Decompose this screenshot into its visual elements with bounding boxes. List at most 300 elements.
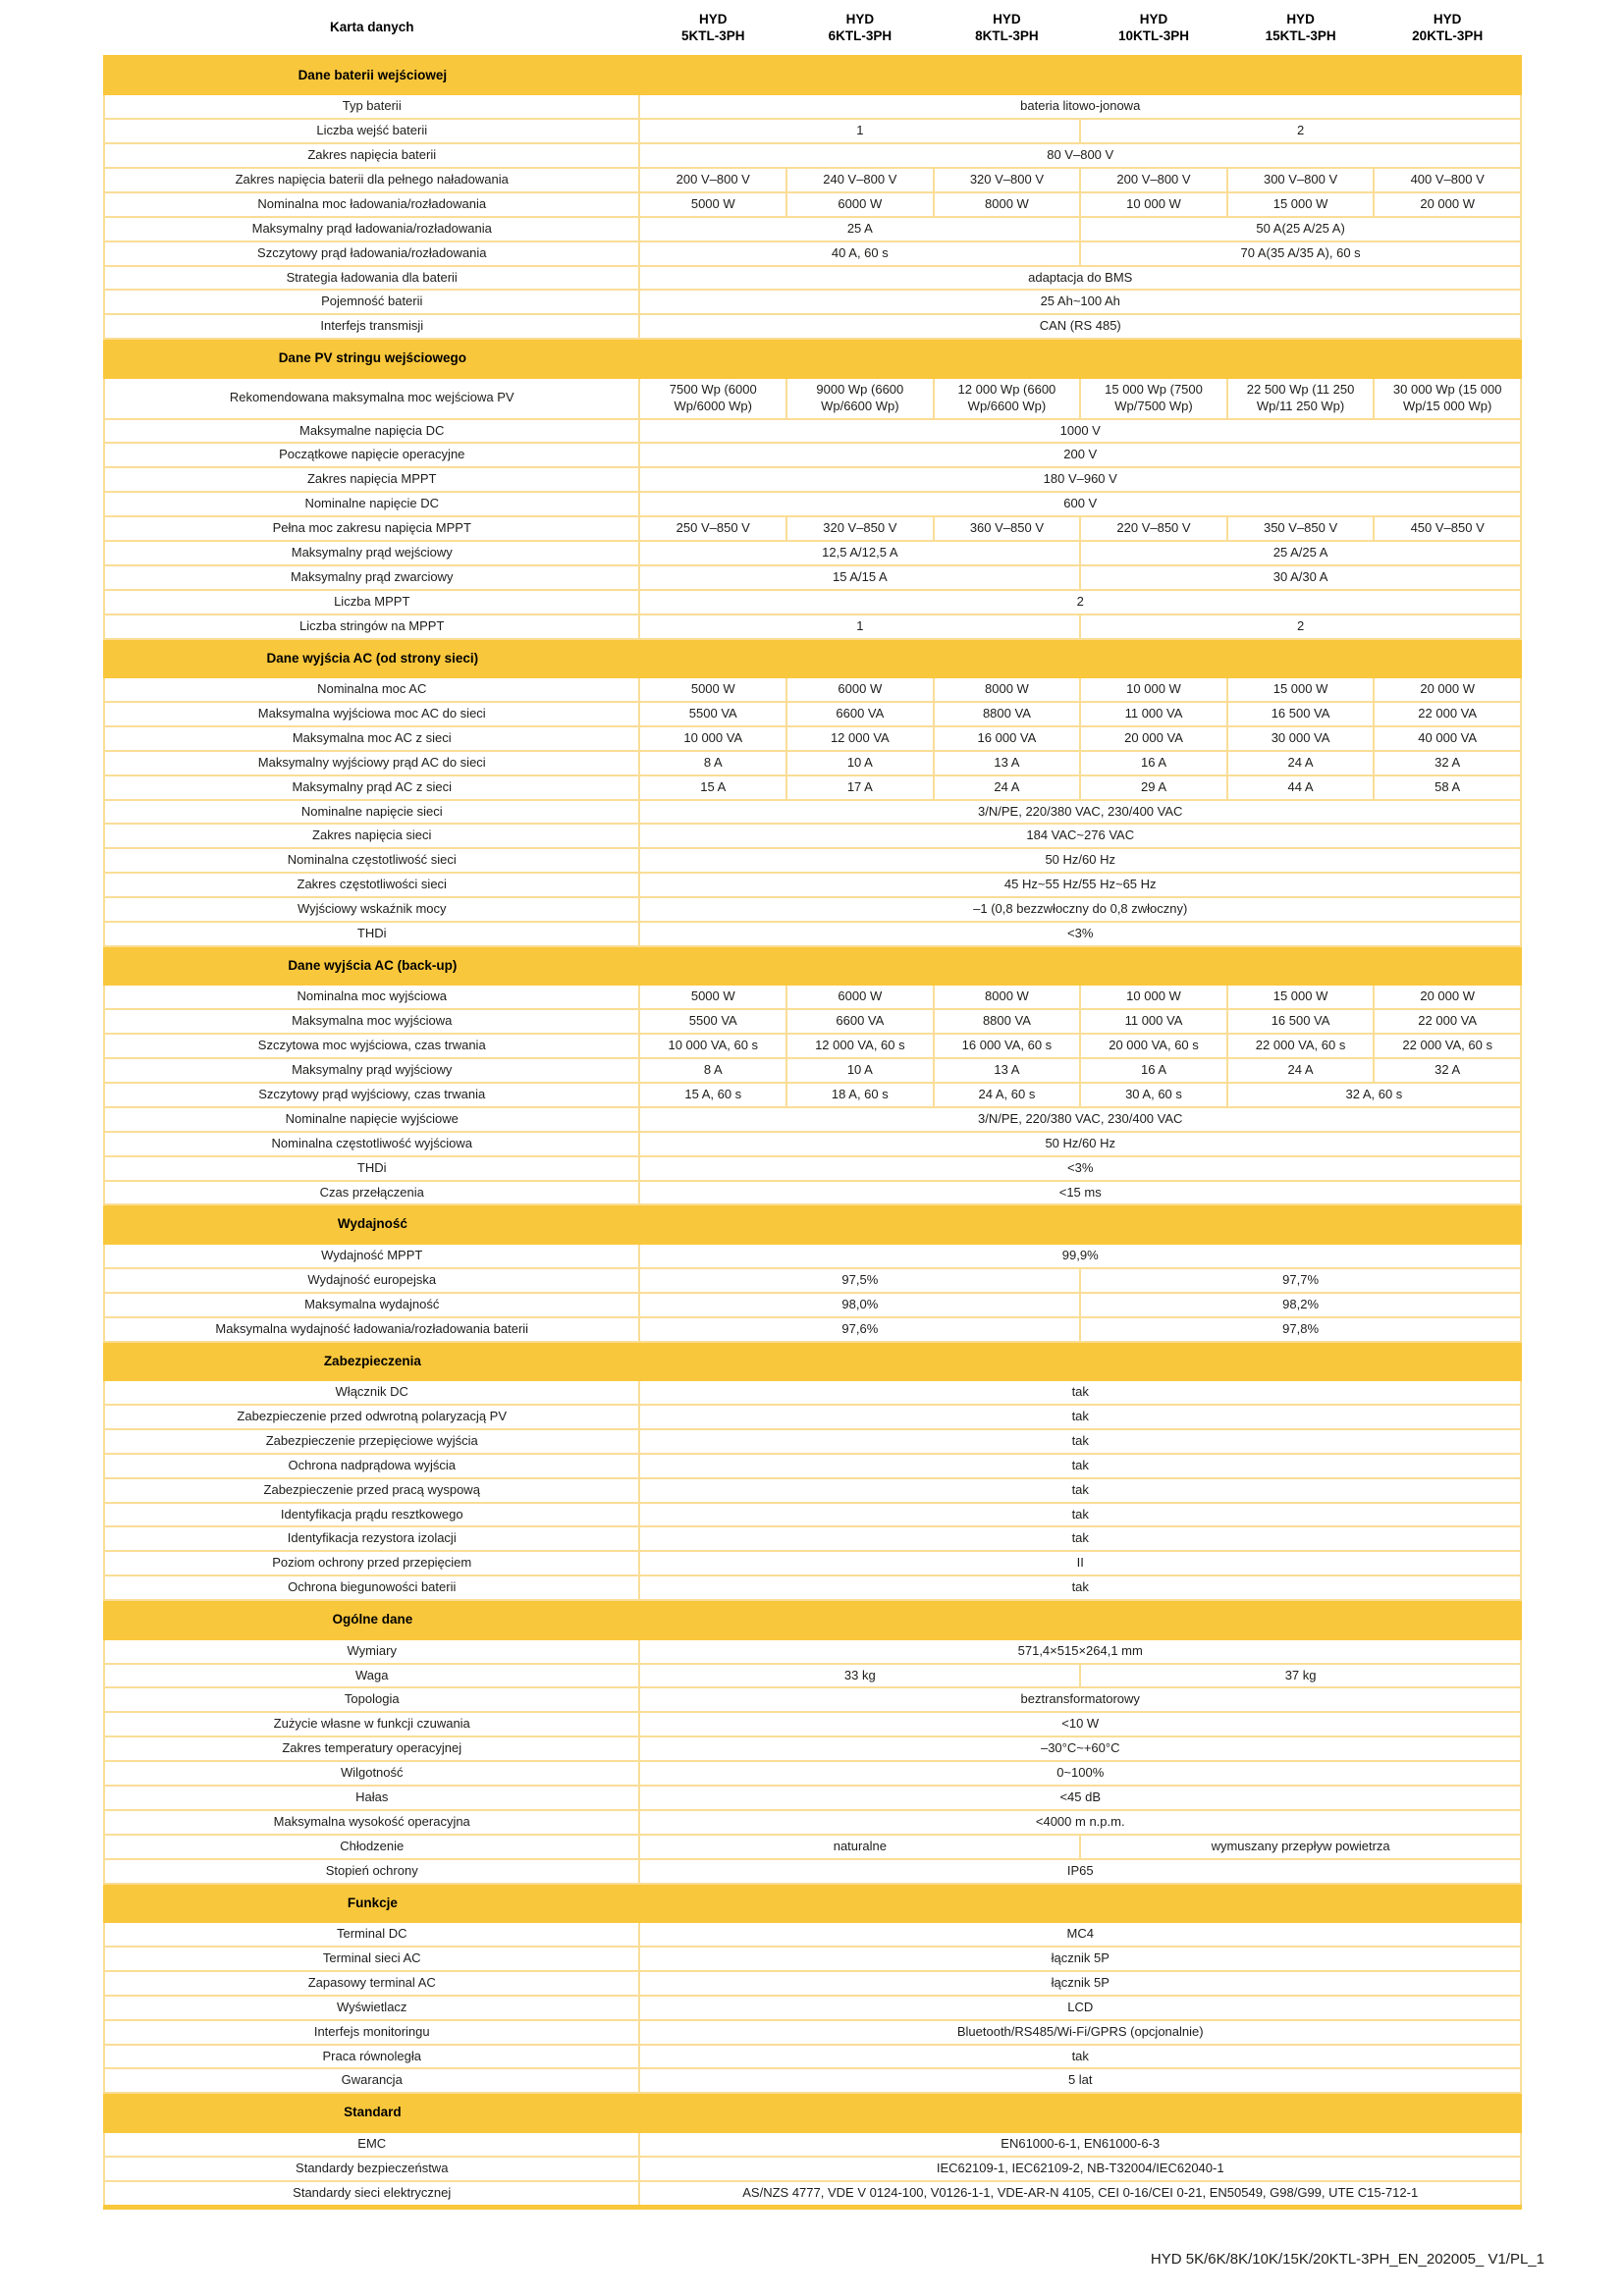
row-label: Standardy bezpieczeństwa <box>104 2157 639 2181</box>
table-row <box>104 1736 1521 1761</box>
value-cell: tak <box>639 1503 1521 1527</box>
value-cell: 5 lat <box>639 2068 1521 2093</box>
value-cell: MC4 <box>639 1922 1521 1947</box>
value-cell: 12 000 VA, 60 s <box>786 1034 934 1058</box>
table-row <box>104 897 1521 922</box>
row-label: Zakres temperatury operacyjnej <box>104 1736 639 1761</box>
table-row <box>104 314 1521 339</box>
table-row <box>104 1478 1521 1503</box>
table-row <box>104 443 1521 467</box>
value-cell: 40 A, 60 s <box>639 241 1080 266</box>
row-label: Praca równoległa <box>104 2045 639 2069</box>
row-label: Topologia <box>104 1687 639 1712</box>
row-label: Nominalne napięcie sieci <box>104 800 639 825</box>
value-cell: 24 A <box>1227 1058 1375 1083</box>
value-cell: 3/N/PE, 220/380 VAC, 230/400 VAC <box>639 800 1521 825</box>
spec-table-body <box>104 56 1521 2207</box>
value-cell: 300 V–800 V <box>1227 168 1375 192</box>
table-row <box>104 2181 1521 2207</box>
spec-table-head <box>104 6 1521 56</box>
value-cell: <3% <box>639 922 1521 946</box>
value-cell: 16 500 VA <box>1227 702 1375 726</box>
row-label: Standardy sieci elektrycznej <box>104 2181 639 2207</box>
value-cell: 8800 VA <box>934 702 1081 726</box>
row-label: Pojemność baterii <box>104 290 639 314</box>
row-label: Nominalna moc ładowania/rozładowania <box>104 192 639 217</box>
section-header-cell <box>104 946 1521 986</box>
row-label: Zabezpieczenie przed odwrotną polaryzacją PV <box>104 1405 639 1429</box>
section-title: Dane baterii wejściowej <box>298 67 448 82</box>
row-label: Maksymalny prąd AC z sieci <box>104 775 639 800</box>
value-cell: 16 500 VA <box>1227 1009 1375 1034</box>
value-cell: 6600 VA <box>786 702 934 726</box>
row-label: Zabezpieczenie przepięciowe wyjścia <box>104 1429 639 1454</box>
row-label: Waga <box>104 1664 639 1688</box>
table-row <box>104 290 1521 314</box>
value-cell: 29 A <box>1080 775 1227 800</box>
row-label: Wilgotność <box>104 1761 639 1786</box>
row-label: Liczba stringów na MPPT <box>104 614 639 639</box>
value-cell: 50 Hz/60 Hz <box>639 848 1521 873</box>
row-label: Maksymalna moc wyjściowa <box>104 1009 639 1034</box>
row-label: THDi <box>104 1156 639 1181</box>
value-cell: 97,7% <box>1080 1268 1521 1293</box>
value-cell: <4000 m n.p.m. <box>639 1810 1521 1835</box>
value-cell: 400 V–800 V <box>1374 168 1521 192</box>
row-label: Ochrona nadprądowa wyjścia <box>104 1454 639 1478</box>
row-label: Identyfikacja prądu resztkowego <box>104 1503 639 1527</box>
value-cell: 2 <box>1080 614 1521 639</box>
table-row <box>104 985 1521 1009</box>
value-cell: tak <box>639 1478 1521 1503</box>
value-cell: 6000 W <box>786 192 934 217</box>
table-row <box>104 775 1521 800</box>
value-cell: 32 A <box>1374 751 1521 775</box>
model-name: 6KTL-3PH <box>828 27 893 43</box>
table-row <box>104 241 1521 266</box>
table-row <box>104 1761 1521 1786</box>
value-cell: 30 000 Wp (15 000 Wp/15 000 Wp) <box>1374 378 1521 419</box>
table-row <box>104 1244 1521 1268</box>
table-row <box>104 1810 1521 1835</box>
row-label: Zakres napięcia sieci <box>104 824 639 848</box>
value-cell: 5000 W <box>639 192 786 217</box>
section-header-row <box>104 339 1521 378</box>
model-name: 5KTL-3PH <box>681 27 745 43</box>
section-header-row <box>104 1600 1521 1639</box>
value-cell: 22 500 Wp (11 250 Wp/11 250 Wp) <box>1227 378 1375 419</box>
value-cell: 25 Ah~100 Ah <box>639 290 1521 314</box>
table-row <box>104 1429 1521 1454</box>
table-row <box>104 1156 1521 1181</box>
row-label: Maksymalna wydajność <box>104 1293 639 1317</box>
row-label: Nominalna moc wyjściowa <box>104 985 639 1009</box>
table-row <box>104 266 1521 291</box>
value-cell: 1 <box>639 119 1080 143</box>
table-row <box>104 192 1521 217</box>
row-label: Wydajność MPPT <box>104 1244 639 1268</box>
section-title: Funkcje <box>347 1895 398 1910</box>
row-label: Liczba MPPT <box>104 590 639 614</box>
value-cell: 5000 W <box>639 985 786 1009</box>
value-cell: 5500 VA <box>639 702 786 726</box>
value-cell: 16 000 VA <box>934 726 1081 751</box>
table-row <box>104 1664 1521 1688</box>
section-title: Dane wyjścia AC (back-up) <box>288 957 458 973</box>
row-label: Szczytowa moc wyjściowa, czas trwania <box>104 1034 639 1058</box>
value-cell: 32 A <box>1374 1058 1521 1083</box>
table-row <box>104 1132 1521 1156</box>
section-title: Standard <box>344 2105 402 2120</box>
table-row <box>104 1503 1521 1527</box>
model-series: HYD <box>1139 12 1168 27</box>
value-cell: 571,4×515×264,1 mm <box>639 1639 1521 1664</box>
value-cell: 9000 Wp (6600 Wp/6600 Wp) <box>786 378 934 419</box>
value-cell: AS/NZS 4777, VDE V 0124-100, V0126-1-1, VDE-AR-N 4105, CEI 0-16/CEI 0-21, EN50549, G98/G99, UTE C15-712-1 <box>639 2181 1521 2207</box>
model-series: HYD <box>993 12 1021 27</box>
row-label: Rekomendowana maksymalna moc wejściowa PV <box>104 378 639 419</box>
value-cell: –1 (0,8 bezzwłoczny do 0,8 zwłoczny) <box>639 897 1521 922</box>
value-cell: 30 A, 60 s <box>1080 1083 1227 1107</box>
row-label: Zapasowy terminal AC <box>104 1971 639 1996</box>
section-header-cell <box>104 56 1521 95</box>
value-cell: 30 000 VA <box>1227 726 1375 751</box>
section-header-cell <box>104 639 1521 678</box>
table-row <box>104 1687 1521 1712</box>
value-cell: 20 000 W <box>1374 985 1521 1009</box>
value-cell: Bluetooth/RS485/Wi-Fi/GPRS (opcjonalnie) <box>639 2020 1521 2045</box>
section-header-row <box>104 1342 1521 1381</box>
value-cell: beztransformatorowy <box>639 1687 1521 1712</box>
value-cell: 10 A <box>786 751 934 775</box>
row-label: Zabezpieczenie przed pracą wyspową <box>104 1478 639 1503</box>
row-label: Wyjściowy wskaźnik mocy <box>104 897 639 922</box>
table-row <box>104 217 1521 241</box>
column-header-row <box>104 6 1521 56</box>
model-column-header <box>786 6 934 56</box>
value-cell: EN61000-6-1, EN61000-6-3 <box>639 2132 1521 2157</box>
row-label: THDi <box>104 922 639 946</box>
datasheet-title: Karta danych <box>104 6 639 56</box>
value-cell: 13 A <box>934 1058 1081 1083</box>
value-cell: 97,8% <box>1080 1317 1521 1342</box>
section-title: Zabezpieczenia <box>323 1353 421 1368</box>
model-series: HYD <box>699 12 728 27</box>
row-label: Wydajność europejska <box>104 1268 639 1293</box>
row-label: Poziom ochrony przed przepięciem <box>104 1551 639 1575</box>
table-row <box>104 541 1521 565</box>
table-row <box>104 677 1521 702</box>
model-series: HYD <box>845 12 875 27</box>
table-row <box>104 2020 1521 2045</box>
table-row <box>104 848 1521 873</box>
model-column-header <box>1080 6 1227 56</box>
value-cell: tak <box>639 1380 1521 1405</box>
row-label: Czas przełączenia <box>104 1181 639 1205</box>
table-row <box>104 1971 1521 1996</box>
value-cell: 12,5 A/12,5 A <box>639 541 1080 565</box>
table-row <box>104 1380 1521 1405</box>
value-cell: tak <box>639 1405 1521 1429</box>
table-row <box>104 1009 1521 1034</box>
value-cell: 15 A, 60 s <box>639 1083 786 1107</box>
value-cell: 350 V–850 V <box>1227 516 1375 541</box>
row-label: Szczytowy prąd wyjściowy, czas trwania <box>104 1083 639 1107</box>
row-label: Zakres napięcia baterii <box>104 143 639 168</box>
value-cell: 240 V–800 V <box>786 168 934 192</box>
value-cell: 13 A <box>934 751 1081 775</box>
spec-table <box>103 6 1522 2210</box>
model-column-header <box>1374 6 1521 56</box>
value-cell: 24 A, 60 s <box>934 1083 1081 1107</box>
value-cell: 22 000 VA <box>1374 702 1521 726</box>
row-label: Identyfikacja rezystora izolacji <box>104 1526 639 1551</box>
value-cell: 6000 W <box>786 677 934 702</box>
value-cell: 20 000 W <box>1374 192 1521 217</box>
value-cell: 0~100% <box>639 1761 1521 1786</box>
section-header-row <box>104 1884 1521 1923</box>
value-cell: tak <box>639 1526 1521 1551</box>
value-cell: 22 000 VA, 60 s <box>1374 1034 1521 1058</box>
value-cell: 10 000 VA, 60 s <box>639 1034 786 1058</box>
value-cell: tak <box>639 1454 1521 1478</box>
row-label: Strategia ładowania dla baterii <box>104 266 639 291</box>
row-label: Ochrona biegunowości baterii <box>104 1575 639 1600</box>
row-label: Nominalna moc AC <box>104 677 639 702</box>
table-row <box>104 1268 1521 1293</box>
value-cell: 25 A/25 A <box>1080 541 1521 565</box>
row-label: Chłodzenie <box>104 1835 639 1859</box>
row-label: Interfejs monitoringu <box>104 2020 639 2045</box>
table-row <box>104 702 1521 726</box>
row-label: Hałas <box>104 1786 639 1810</box>
row-label: Gwarancja <box>104 2068 639 2093</box>
table-row <box>104 1835 1521 1859</box>
value-cell: <15 ms <box>639 1181 1521 1205</box>
table-row <box>104 800 1521 825</box>
value-cell: –30°C~+60°C <box>639 1736 1521 1761</box>
section-header-row <box>104 56 1521 95</box>
row-label: Maksymalna moc AC z sieci <box>104 726 639 751</box>
table-row <box>104 614 1521 639</box>
table-row <box>104 119 1521 143</box>
value-cell: 25 A <box>639 217 1080 241</box>
table-row <box>104 168 1521 192</box>
section-title: Dane wyjścia AC (od strony sieci) <box>266 650 479 666</box>
row-label: Maksymalny prąd zwarciowy <box>104 565 639 590</box>
value-cell: tak <box>639 1429 1521 1454</box>
row-label: Maksymalny prąd wejściowy <box>104 541 639 565</box>
row-label: Maksymalna wysokość operacyjna <box>104 1810 639 1835</box>
table-row <box>104 1405 1521 1429</box>
value-cell: 16 A <box>1080 751 1227 775</box>
value-cell: 1 <box>639 614 1080 639</box>
value-cell: 11 000 VA <box>1080 702 1227 726</box>
table-row <box>104 1454 1521 1478</box>
footer-note: HYD 5K/6K/8K/10K/15K/20KTL-3PH_EN_202005_ V1/PL_1 <box>1150 2250 1544 2268</box>
value-cell: 15 A/15 A <box>639 565 1080 590</box>
value-cell: 180 V–960 V <box>639 467 1521 492</box>
value-cell: łącznik 5P <box>639 1971 1521 1996</box>
value-cell: 33 kg <box>639 1664 1080 1688</box>
row-label: Maksymalna wyjściowa moc AC do sieci <box>104 702 639 726</box>
value-cell: 44 A <box>1227 775 1375 800</box>
row-label: Maksymalny prąd ładowania/rozładowania <box>104 217 639 241</box>
table-row <box>104 1526 1521 1551</box>
table-row <box>104 1034 1521 1058</box>
value-cell: 6000 W <box>786 985 934 1009</box>
value-cell: 8 A <box>639 751 786 775</box>
section-header-row <box>104 946 1521 986</box>
value-cell: 2 <box>1080 119 1521 143</box>
model-name: 20KTL-3PH <box>1412 27 1484 43</box>
value-cell: <45 dB <box>639 1786 1521 1810</box>
value-cell: 5000 W <box>639 677 786 702</box>
row-label: Szczytowy prąd ładowania/rozładowania <box>104 241 639 266</box>
value-cell: 99,9% <box>639 1244 1521 1268</box>
value-cell: 11 000 VA <box>1080 1009 1227 1034</box>
table-row <box>104 565 1521 590</box>
model-column-header <box>639 6 786 56</box>
model-name: 15KTL-3PH <box>1265 27 1336 43</box>
value-cell: 10 000 W <box>1080 677 1227 702</box>
value-cell: 58 A <box>1374 775 1521 800</box>
value-cell: 8 A <box>639 1058 786 1083</box>
value-cell: 16 A <box>1080 1058 1227 1083</box>
value-cell: 320 V–800 V <box>934 168 1081 192</box>
section-header-cell <box>104 1884 1521 1923</box>
table-row <box>104 1786 1521 1810</box>
value-cell: 97,5% <box>639 1268 1080 1293</box>
value-cell: 200 V–800 V <box>639 168 786 192</box>
value-cell: 7500 Wp (6000 Wp/6000 Wp) <box>639 378 786 419</box>
value-cell: 600 V <box>639 492 1521 516</box>
value-cell: 97,6% <box>639 1317 1080 1342</box>
row-label: Zakres napięcia MPPT <box>104 467 639 492</box>
model-series: HYD <box>1286 12 1315 27</box>
value-cell: 98,0% <box>639 1293 1080 1317</box>
value-cell: 32 A, 60 s <box>1227 1083 1521 1107</box>
row-label: Wyświetlacz <box>104 1996 639 2020</box>
value-cell: 37 kg <box>1080 1664 1521 1688</box>
row-label: Wymiary <box>104 1639 639 1664</box>
value-cell: CAN (RS 485) <box>639 314 1521 339</box>
value-cell: 2 <box>639 590 1521 614</box>
value-cell: 8000 W <box>934 985 1081 1009</box>
table-row <box>104 726 1521 751</box>
value-cell: wymuszany przepływ powietrza <box>1080 1835 1521 1859</box>
row-label: Zużycie własne w funkcji czuwania <box>104 1712 639 1736</box>
value-cell: łącznik 5P <box>639 1947 1521 1971</box>
table-row <box>104 1922 1521 1947</box>
model-column-header <box>1227 6 1375 56</box>
table-row <box>104 378 1521 419</box>
table-row <box>104 2132 1521 2157</box>
value-cell: 8000 W <box>934 677 1081 702</box>
value-cell: naturalne <box>639 1835 1080 1859</box>
value-cell: 16 000 VA, 60 s <box>934 1034 1081 1058</box>
section-header-cell <box>104 1204 1521 1244</box>
value-cell: adaptacja do BMS <box>639 266 1521 291</box>
table-row <box>104 1947 1521 1971</box>
table-row <box>104 94 1521 119</box>
value-cell: 22 000 VA, 60 s <box>1227 1034 1375 1058</box>
value-cell: 15 000 W <box>1227 985 1375 1009</box>
value-cell: <3% <box>639 1156 1521 1181</box>
table-row <box>104 492 1521 516</box>
value-cell: 15 000 W <box>1227 192 1375 217</box>
row-label: Liczba wejść baterii <box>104 119 639 143</box>
value-cell: 450 V–850 V <box>1374 516 1521 541</box>
table-row <box>104 2068 1521 2093</box>
section-header-row <box>104 2093 1521 2132</box>
value-cell: 20 000 VA <box>1080 726 1227 751</box>
row-label: Interfejs transmisji <box>104 314 639 339</box>
row-label: Maksymalny prąd wyjściowy <box>104 1058 639 1083</box>
value-cell: 24 A <box>1227 751 1375 775</box>
value-cell: 22 000 VA <box>1374 1009 1521 1034</box>
model-name: 8KTL-3PH <box>975 27 1039 43</box>
value-cell: <10 W <box>639 1712 1521 1736</box>
value-cell: 200 V <box>639 443 1521 467</box>
value-cell: 18 A, 60 s <box>786 1083 934 1107</box>
table-row <box>104 1317 1521 1342</box>
value-cell: 20 000 VA, 60 s <box>1080 1034 1227 1058</box>
row-label: Zakres częstotliwości sieci <box>104 873 639 897</box>
table-row <box>104 1712 1521 1736</box>
value-cell: IP65 <box>639 1859 1521 1884</box>
value-cell: tak <box>639 1575 1521 1600</box>
value-cell: 184 VAC~276 VAC <box>639 824 1521 848</box>
value-cell: 5500 VA <box>639 1009 786 1034</box>
value-cell: 250 V–850 V <box>639 516 786 541</box>
value-cell: 24 A <box>934 775 1081 800</box>
table-row <box>104 2157 1521 2181</box>
table-row <box>104 1107 1521 1132</box>
table-row <box>104 2045 1521 2069</box>
table-row <box>104 590 1521 614</box>
value-cell: 10 000 W <box>1080 192 1227 217</box>
value-cell: 8000 W <box>934 192 1081 217</box>
row-label: Nominalne napięcie wyjściowe <box>104 1107 639 1132</box>
value-cell: II <box>639 1551 1521 1575</box>
section-header-cell <box>104 339 1521 378</box>
table-row <box>104 1083 1521 1107</box>
value-cell: 10 000 W <box>1080 985 1227 1009</box>
value-cell: 15 000 W <box>1227 677 1375 702</box>
value-cell: 20 000 W <box>1374 677 1521 702</box>
table-row <box>104 751 1521 775</box>
row-label: Zakres napięcia baterii dla pełnego naładowania <box>104 168 639 192</box>
value-cell: 40 000 VA <box>1374 726 1521 751</box>
value-cell: 45 Hz~55 Hz/55 Hz~65 Hz <box>639 873 1521 897</box>
value-cell: 12 000 Wp (6600 Wp/6600 Wp) <box>934 378 1081 419</box>
row-label: Nominalna częstotliwość sieci <box>104 848 639 873</box>
value-cell: 12 000 VA <box>786 726 934 751</box>
value-cell: 3/N/PE, 220/380 VAC, 230/400 VAC <box>639 1107 1521 1132</box>
row-label: Stopień ochrony <box>104 1859 639 1884</box>
value-cell: 30 A/30 A <box>1080 565 1521 590</box>
row-label: Pełna moc zakresu napięcia MPPT <box>104 516 639 541</box>
row-label: Nominalna częstotliwość wyjściowa <box>104 1132 639 1156</box>
table-row <box>104 143 1521 168</box>
section-header-cell <box>104 2093 1521 2132</box>
value-cell: 50 A(25 A/25 A) <box>1080 217 1521 241</box>
value-cell: IEC62109-1, IEC62109-2, NB-T32004/IEC62040-1 <box>639 2157 1521 2181</box>
table-row <box>104 1293 1521 1317</box>
table-row <box>104 419 1521 444</box>
table-row <box>104 1859 1521 1884</box>
